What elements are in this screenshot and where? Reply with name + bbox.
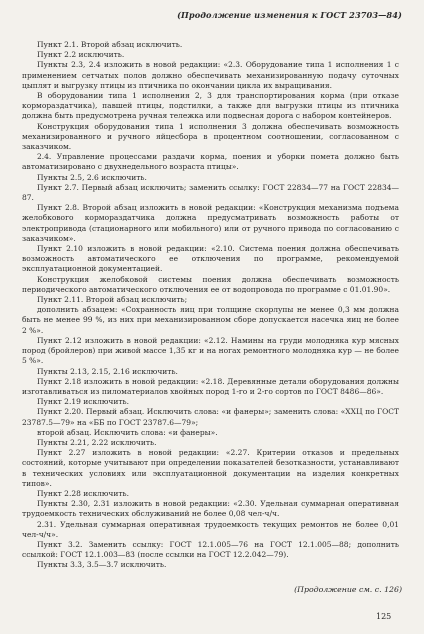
continuation-note: (Продолжение см. с. 126) [294, 585, 402, 594]
paragraph: Пункт 2.10 изложить в новой редакции: «2.10. Система поения должна обеспечивать возможность автоматического ее отключения по программе, рекомендуемой эксплуатационной документацией. [22, 244, 399, 274]
paragraph: Пункт 2.8. Второй абзац изложить в новой редакции: «Конструкция механизма подъема желобкового кормораздатчика должна предусматривать возможность работы от электропривода (стационарного или мобильного) или от ручного привода по согласованию с заказчиком». [22, 203, 399, 243]
paragraph: Пункт 2.11. Второй абзац исключить; [37, 295, 188, 305]
paragraph: Пункт 2.18 изложить в новой редакции: «2.18. Деревянные детали оборудования должны изготавливаться из пиломатериалов хвойных пород 1-го и 2-го сортов по ГОСТ 8486—86». [22, 376, 399, 396]
paragraph: Пункты 2.21, 2.22 исключить. [37, 437, 157, 447]
paragraph: второй абзац. Исключить слова: «и фанеры». [37, 427, 218, 437]
paragraph: В оборудовании типа 1 исполнения 2, 3 для транспортирования корма (при отказе кормораздатчика), павшей птицы, подстилки, а также для выгрузки птицы из птичника должна быть предусмотрена ручная тележка или подвесная дорога с набором контейнеров. [22, 91, 399, 121]
paragraph: Пункт 2.19 исключить. [37, 397, 130, 407]
paragraph: Пункты 2.5, 2.6 исключить. [37, 172, 147, 182]
document-body [22, 40, 399, 571]
page-number: 125 [376, 612, 392, 621]
paragraph: Конструкция оборудования типа 1 исполнения 3 должна обеспечивать возможность механизированного и ручного яйцесбора в процентном соотношении, согласованном с заказчиком. [22, 121, 399, 152]
paragraph: Пункты 3.3, 3.5—3.7 исключить. [37, 560, 167, 570]
paragraph: 2.4. Управление процессами раздачи корма, поения и уборки помета должно быть автоматизировано с двухнедельного возраста птицы». [22, 152, 399, 172]
paragraph: Пункт 2.20. Первый абзац. Исключить слова: «и фанеры»; заменить слова: «ХХЦ по ГОСТ 23787.5—79» на «ББ по ГОСТ 23787.6—79»; [22, 407, 399, 427]
paragraph: Пункт 2.27 изложить в новой редакции: «2.27. Критерии отказов и предельных состояний, которые учитывают при определении показателей безотказности, устанавливают в технических условиях или эксплуатационной документации на изделия конкретных типов». [22, 448, 399, 488]
paragraph: Пункт 3.2. Заменить ссылку: ГОСТ 12.1.005—76 на ГОСТ 12.1.005—88; дополнить ссылкой: ГОСТ 12.1.003—83 (после ссылки на ГОСТ 12.2.042—79). [22, 539, 399, 560]
paragraph: Пункт 2.7. Первый абзац исключить; заменить ссылку: ГОСТ 22834—77 на ГОСТ 22834—87. [22, 182, 399, 203]
paragraph: Пункты 2.13, 2.15, 2.16 исключить. [37, 366, 178, 376]
paragraph: Пункт 2.28 исключить. [37, 488, 130, 498]
paragraph: Пункт 2.1. Второй абзац исключить. [37, 40, 183, 49]
paragraph: Пункт 2.2 исключить. [37, 50, 125, 60]
page-header: (Продолжение изменения к ГОСТ 23703—84) [177, 10, 402, 20]
paragraph: Конструкция желобковой системы поения должна обеспечивать возможность периодического автоматического отключения ее от водопровода по программе с 01.01.90». [22, 274, 399, 294]
paragraph: Пункт 2.12 изложить в новой редакции: «2.12. Намины на груди молодняка кур мясных пород (бройлеров) при живой массе 1,35 кг и на ногах ремонтного молодняка кур — не более 5 %». [22, 335, 399, 366]
paragraph: Пункты 2.3, 2.4 изложить в новой редакции: «2.3. Оборудование типа 1 исполнения 1 с применением сетчатых полов должно обеспечивать механизированную подачу суточных цыплят и выгрузку птицы из птичника по окончании цикла их выращивания. [22, 60, 399, 90]
paragraph: 2.31. Удельная суммарная оперативная трудоемкость текущих ремонтов не более 0,01 чел-ч/ч». [22, 519, 399, 539]
paragraph: Пункты 2.30, 2.31 изложить в новой редакции: «2.30. Удельная суммарная оперативная трудоемкость технических обслуживаний не более 0,08 чел-ч/ч. [22, 499, 399, 519]
paragraph: дополнить абзацем: «Сохранность яиц при толщине скорлупы не менее 0,3 мм должна быть не менее 99 %, из них при механизированном сборе допускается насечка яиц не более 2 %». [22, 305, 399, 335]
